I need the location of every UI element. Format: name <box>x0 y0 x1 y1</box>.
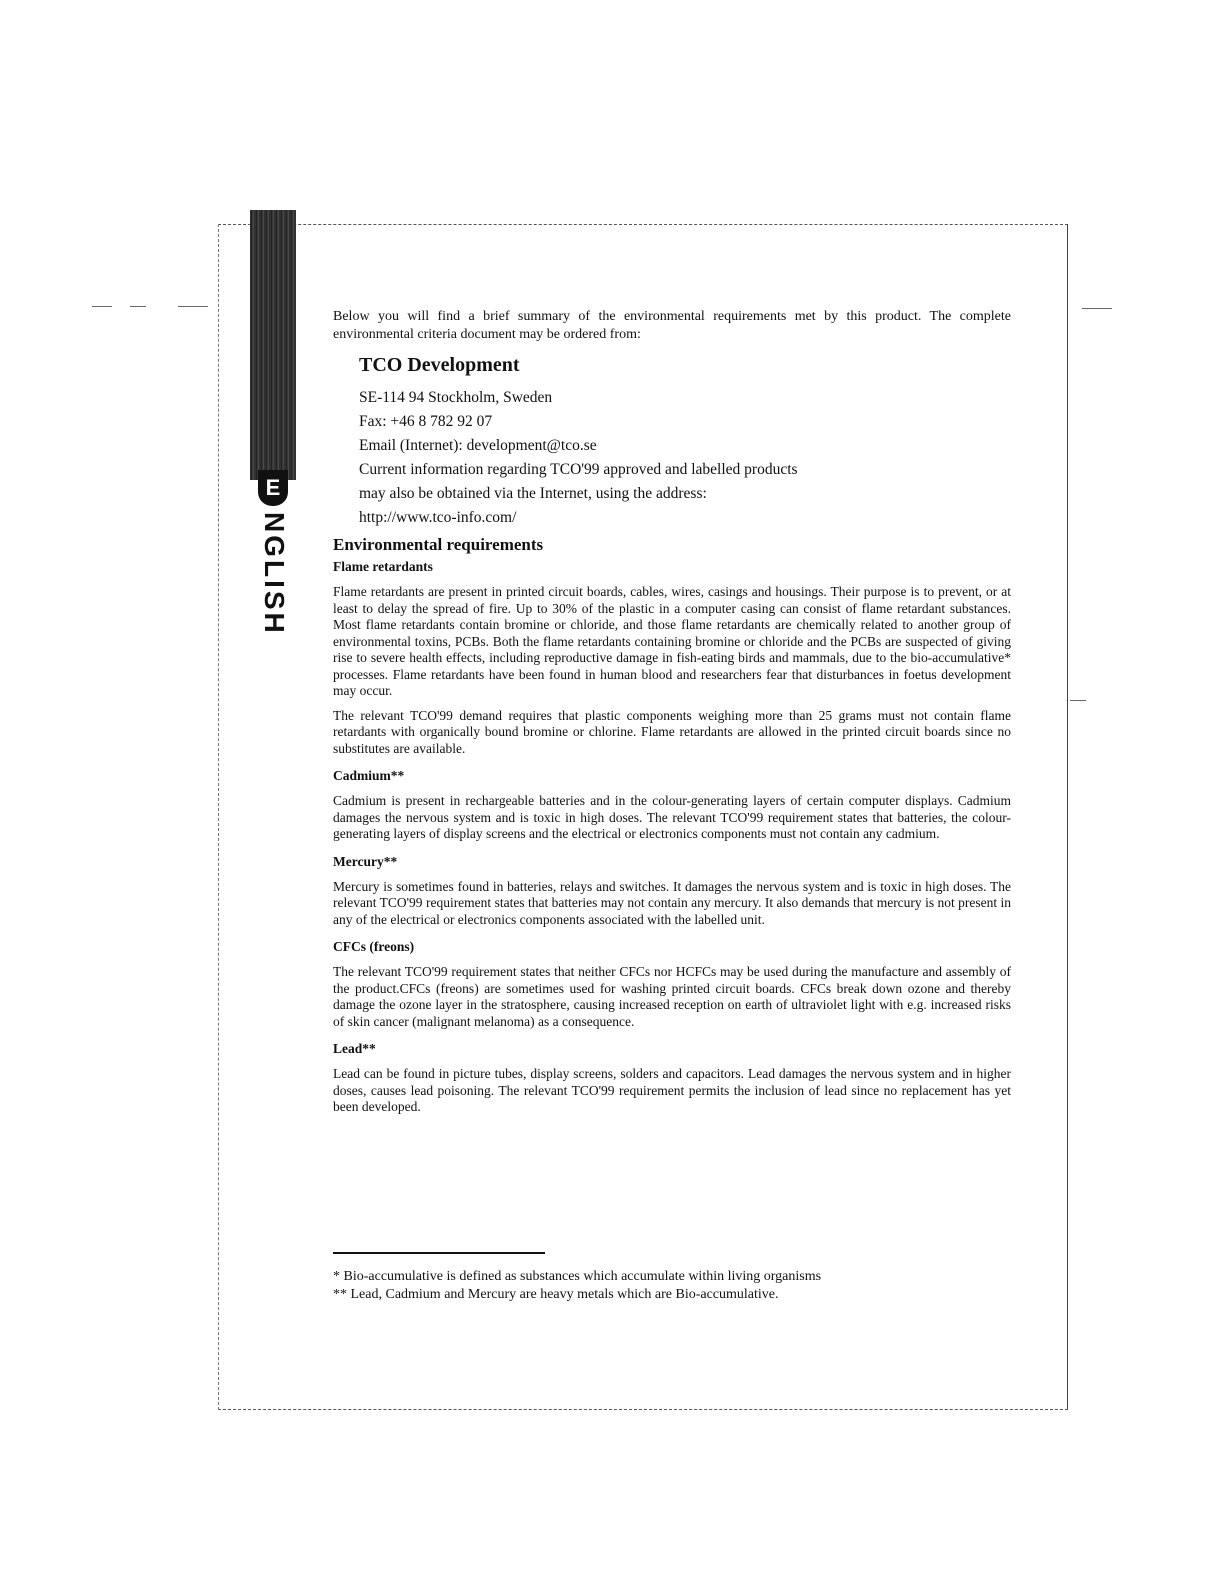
email-line: Email (Internet): development@tco.se <box>359 437 597 454</box>
scan-artifact <box>1082 308 1112 309</box>
address-block <box>359 352 1011 530</box>
footnote-divider <box>333 1252 545 1254</box>
paragraph: Flame retardants are present in printed circuit boards, cables, wires, casings and housings. Their purpose is to prevent, or at least to delay the spread of fire. Up to 30% of the plastic in a computer casing can consist of flame retardant substances. Most flame retardants contain bromine or chloride, and those flame retardants are chemically related to another group of environmental toxins, PCBs. Both the flame retardants containing bromine or chloride and the PCBs are suspected of giving rise to severe health effects, including reproductive damage in fish-eating birds and mammals, due to the bio-accumulative* processes. Flame retardants have been found in human blood and researchers fear that disturbances in foetus development may occur. <box>333 584 1011 698</box>
section-title: Environmental requirements <box>333 535 544 554</box>
subheading-cadmium: Cadmium** <box>333 768 405 783</box>
subheading-cfcs: CFCs (freons) <box>333 939 415 954</box>
info-line: may also be obtained via the Internet, using the address: <box>359 485 707 502</box>
address-line: SE-114 94 Stockholm, Sweden <box>359 389 553 406</box>
subheading-flame-retardants: Flame retardants <box>333 559 433 574</box>
scan-artifact <box>130 306 146 307</box>
paragraph: The relevant TCO'99 demand requires that plastic components weighing more than 25 grams must not contain flame retardants with organically bound bromine or chlorine. Flame retardants are allowed in the printed circuit boards since no substitutes are available. <box>333 707 1011 756</box>
scan-artifact <box>92 306 112 307</box>
subheading-lead: Lead** <box>333 1041 376 1056</box>
paragraph: Mercury is sometimes found in batteries, relays and switches. It damages the nervous system and is toxic in high doses. The relevant TCO'99 requirement states that batteries may not contain any mercury. It also demands that mercury is not present in any of the electrical or electronics components associated with the labelled unit. <box>333 878 1011 927</box>
fax-line: Fax: +46 8 782 92 07 <box>359 413 493 430</box>
organization-name: TCO Development <box>359 354 520 376</box>
footnote: * Bio-accumulative is defined as substances which accumulate within living organisms <box>333 1269 822 1284</box>
language-tab-letter: E <box>258 470 288 506</box>
document-body <box>333 308 1011 1124</box>
intro-paragraph: Below you will find a brief summary of the environmental requirements met by this product. The complete environmental criteria document may be ordered from: <box>333 309 1011 342</box>
info-line: Current information regarding TCO'99 approved and labelled products <box>359 461 798 478</box>
footnotes <box>333 1268 1013 1304</box>
paragraph: The relevant TCO'99 requirement states that neither CFCs nor HCFCs may be used during the manufacture and assembly of the product.CFCs (freons) are sometimes used for washing printed circuit boards. CFCs break down ozone and thereby damage the ozone layer in the stratosphere, causing increased reception on earth of ultraviolet light with e.g. increased risks of skin cancer (malignant melanoma) as a consequence. <box>333 964 1011 1029</box>
subheading-mercury: Mercury** <box>333 853 398 869</box>
footnote: ** Lead, Cadmium and Mercury are heavy metals which are Bio-accumulative. <box>333 1287 779 1302</box>
language-tab <box>250 210 296 480</box>
scan-artifact <box>1070 700 1086 701</box>
website-url: http://www.tco-info.com/ <box>359 509 517 526</box>
paragraph: Lead can be found in picture tubes, display screens, solders and capacitors. Lead damages the nervous system and in higher doses, causes lead poisoning. The relevant TCO'99 requirement permits the inclusion of lead since no replacement has yet been developed. <box>333 1066 1011 1114</box>
paragraph: Cadmium is present in rechargeable batteries and in the colour-generating layers of certain computer displays. Cadmium damages the nervous system and is toxic in high doses. The relevant TCO'99 requirement states that batteries, the colour-generating layers of display screens and the electrical or electronics components must not contain any cadmium. <box>333 793 1011 841</box>
language-tab-label: NGLISH <box>259 512 290 636</box>
scan-artifact <box>178 306 208 307</box>
